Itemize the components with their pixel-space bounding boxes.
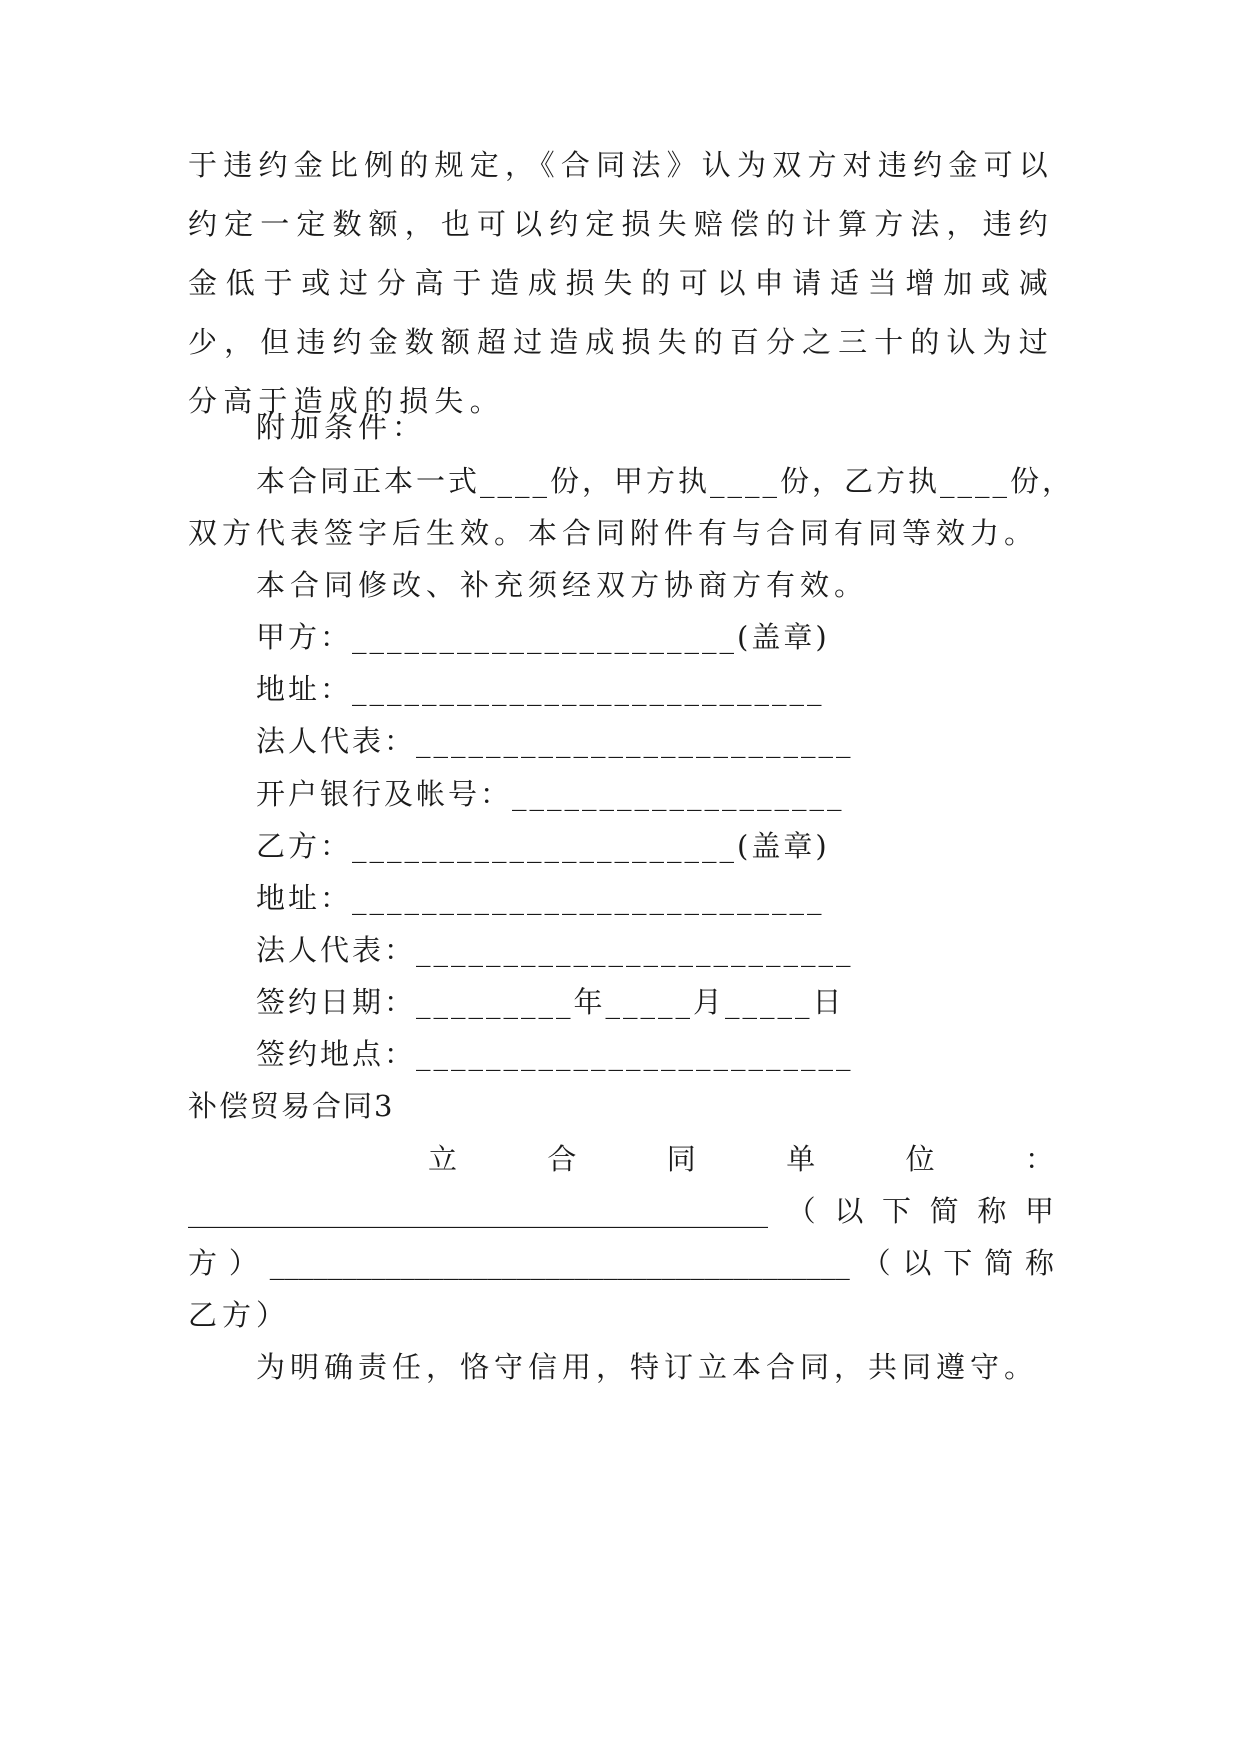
party-a-legal-rep-line: 法人代表：_________________________	[256, 724, 854, 758]
signing-place-line: 签约地点：_________________________	[256, 1037, 854, 1071]
closing-line: 为明确责任，恪守信用，特订立本合同，共同遵守。	[256, 1350, 1039, 1384]
amendment-clause: 本合同修改、补充须经双方协商方有效。	[256, 568, 869, 602]
party-b-legal-rep-line: 法人代表：_________________________	[256, 933, 854, 967]
party-a-address-line: 地址：___________________________	[256, 672, 825, 706]
party-a-bank-line: 开户银行及帐号：___________________	[256, 777, 845, 811]
party-b-address-line: 地址：___________________________	[256, 881, 825, 915]
penalty-paragraph: 于违约金比例的规定，《合同法》认为双方对违约金可以约定一定数额，也可以约定损失赔偿的计算方法，违约金低于或过分高于造成损失的可以申请适当增加或减少，但违约金数额超过造成损失的百分之三十的认为过分高于造成的损失。	[188, 148, 1054, 418]
party-b-blank-line: 方）________________________________________（以下简称	[188, 1246, 1054, 1280]
section-title: 补偿贸易合同3	[188, 1089, 395, 1123]
party-b-name-line: 乙方：______________________(盖章)	[256, 829, 830, 863]
additional-terms-heading: 附加条件：	[256, 410, 427, 444]
copies-clause-line-2: 双方代表签字后生效。本合同附件有与合同有同等效力。	[188, 516, 1039, 550]
party-b-suffix: 乙方）	[188, 1298, 291, 1332]
contracting-units-line: 立 合 同 单 位 ：	[428, 1142, 1054, 1176]
copies-clause-line-1: 本合同正本一式____份，甲方执____份，乙方执____份，	[256, 464, 1075, 498]
party-a-name-line: 甲方：______________________(盖章)	[256, 620, 830, 654]
signing-date-line: 签约日期：_________年_____月_____日	[256, 985, 845, 1019]
party-a-blank-line: ________________________________________（以下简称甲	[188, 1194, 1054, 1228]
